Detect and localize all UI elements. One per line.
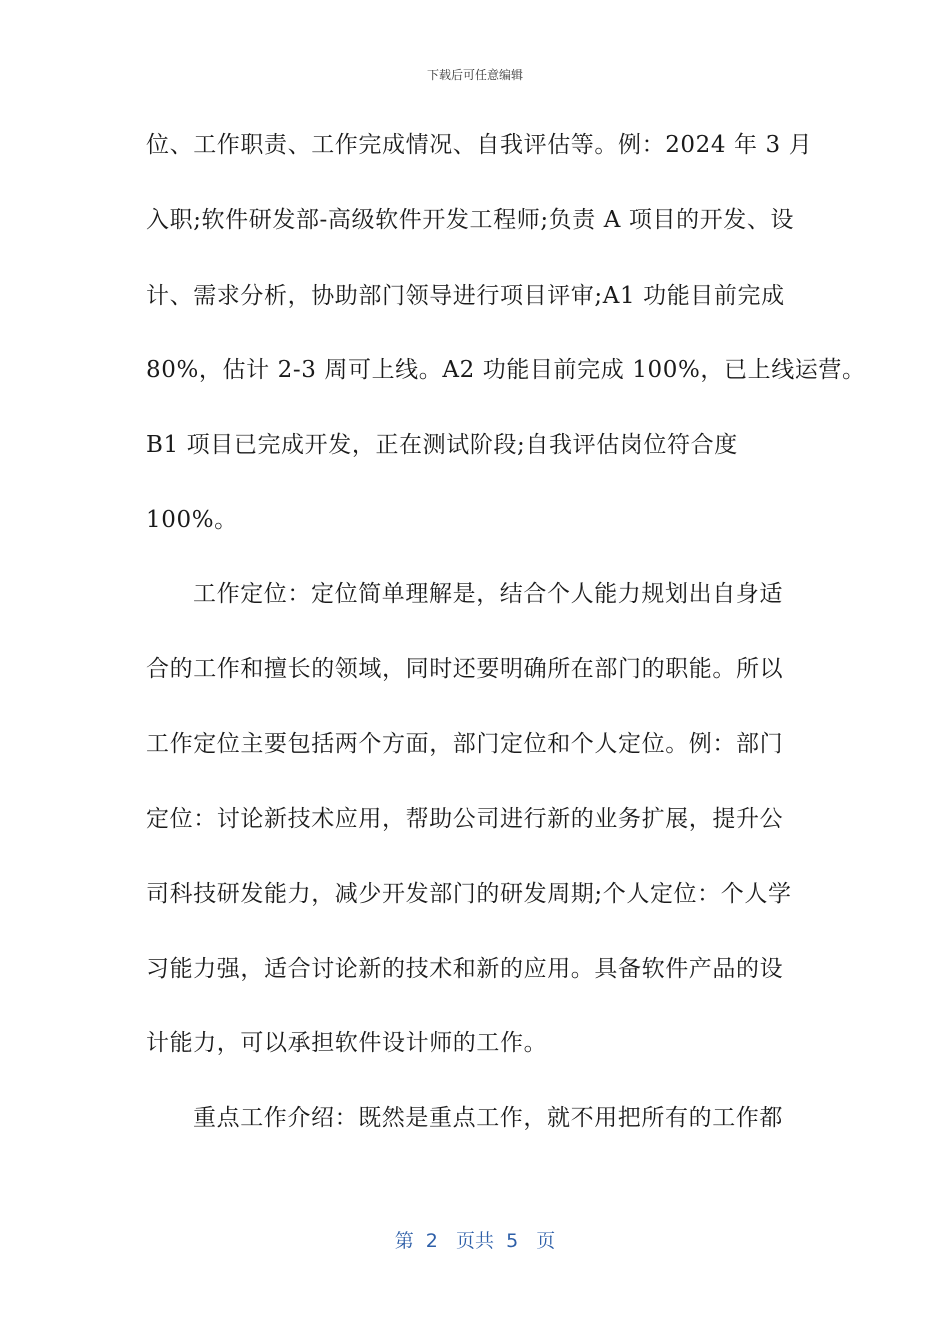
body-line-12: 习能力强，适合讨论新的技术和新的应用。具备软件产品的设	[146, 956, 784, 982]
body-line-5: B1 项目已完成开发，正在测试阶段;自我评估岗位符合度	[146, 432, 738, 458]
body-line-1: 位、工作职责、工作完成情况、自我评估等。例：2024 年 3 月	[146, 132, 813, 158]
body-line-10: 定位：讨论新技术应用，帮助公司进行新的业务扩展，提升公	[146, 806, 784, 832]
page-number-footer: 第 2 页共 5 页	[394, 1230, 556, 1252]
body-line-3: 计、需求分析，协助部门领导进行项目评审;A1 功能目前完成	[146, 283, 785, 309]
body-line-4: 80%，估计 2-3 周可上线。A2 功能目前完成 100%，已上线运营。	[146, 357, 866, 383]
body-line-8: 合的工作和擅长的领域，同时还要明确所在部门的职能。所以	[146, 656, 784, 682]
body-line-11: 司科技研发能力，减少开发部门的研发周期;个人定位：个人学	[146, 881, 792, 907]
body-line-6: 100%。	[146, 507, 238, 533]
body-line-7: 工作定位：定位简单理解是，结合个人能力规划出自身适	[193, 581, 783, 607]
body-line-2: 入职;软件研发部-高级软件开发工程师;负责 A 项目的开发、设	[146, 207, 795, 233]
body-line-14: 重点工作介绍：既然是重点工作，就不用把所有的工作都	[193, 1105, 783, 1131]
body-line-13: 计能力，可以承担软件设计师的工作。	[146, 1030, 548, 1056]
page-header: 下载后可任意编辑	[426, 68, 523, 82]
body-line-9: 工作定位主要包括两个方面，部门定位和个人定位。例：部门	[146, 731, 784, 757]
